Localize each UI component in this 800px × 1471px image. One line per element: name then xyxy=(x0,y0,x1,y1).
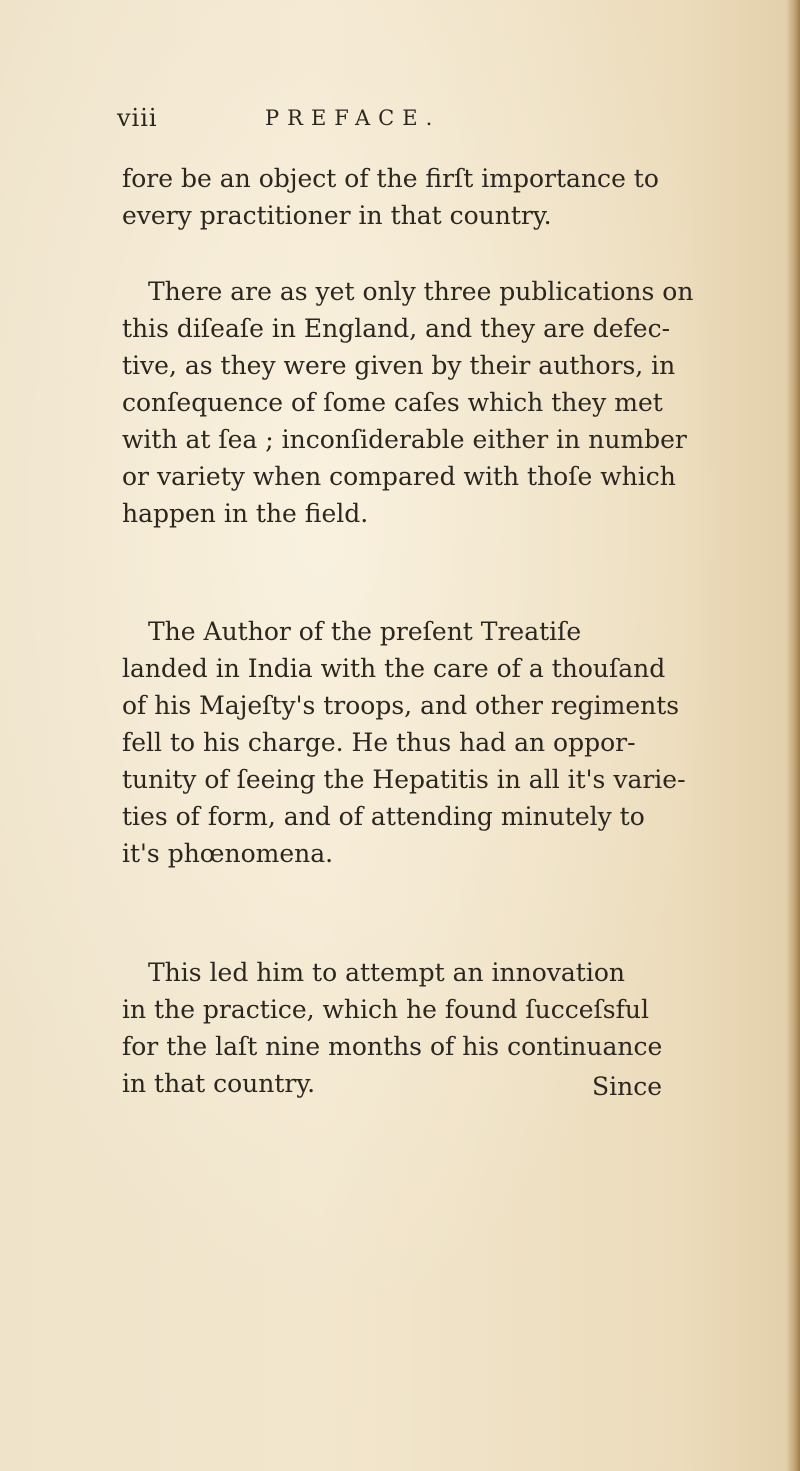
text-line: it's phœnomena. xyxy=(122,839,334,868)
text-line: fore be an object of the firſt importance to xyxy=(122,164,659,193)
text-line: The Author of the preſent Treatiſe xyxy=(148,617,582,646)
text-line: in the practice, which he found ſucceſsful xyxy=(122,995,649,1024)
text-line: with at ſea ; inconſiderable either in number xyxy=(122,425,687,454)
text-line: every practitioner in that country. xyxy=(122,201,552,230)
paragraph-2 xyxy=(122,273,693,532)
paragraph-3 xyxy=(122,613,686,872)
text-line: This led him to attempt an innovation xyxy=(148,958,626,987)
text-line: of his Majeſty's troops, and other regiments xyxy=(122,691,680,720)
text-line: for the laſt nine months of his continuance xyxy=(122,1032,663,1061)
text-line: or variety when compared with thoſe which xyxy=(122,462,676,491)
page-header xyxy=(117,104,677,144)
text-line: There are as yet only three publications on xyxy=(148,277,694,306)
catchword: Since xyxy=(592,1072,663,1101)
paragraph-1 xyxy=(122,160,659,234)
text-line: happen in the field. xyxy=(122,499,369,528)
running-head: PREFACE. xyxy=(265,106,441,130)
text-line: this diſeaſe in England, and they are defec- xyxy=(122,314,671,343)
text-line: landed in India with the care of a thouſand xyxy=(122,654,666,683)
paragraph-4 xyxy=(122,954,662,1102)
text-line: tunity of ſeeing the Hepatitis in all it's varie- xyxy=(122,765,686,794)
text-line: tive, as they were given by their authors, in xyxy=(122,351,676,380)
page-edge-shadow xyxy=(786,0,800,1471)
text-line: conſequence of ſome caſes which they met xyxy=(122,388,663,417)
page-number: viii xyxy=(117,104,158,132)
text-line: ties of form, and of attending minutely to xyxy=(122,802,645,831)
text-line: in that country. xyxy=(122,1069,316,1098)
text-line: fell to his charge. He thus had an oppor- xyxy=(122,728,636,757)
